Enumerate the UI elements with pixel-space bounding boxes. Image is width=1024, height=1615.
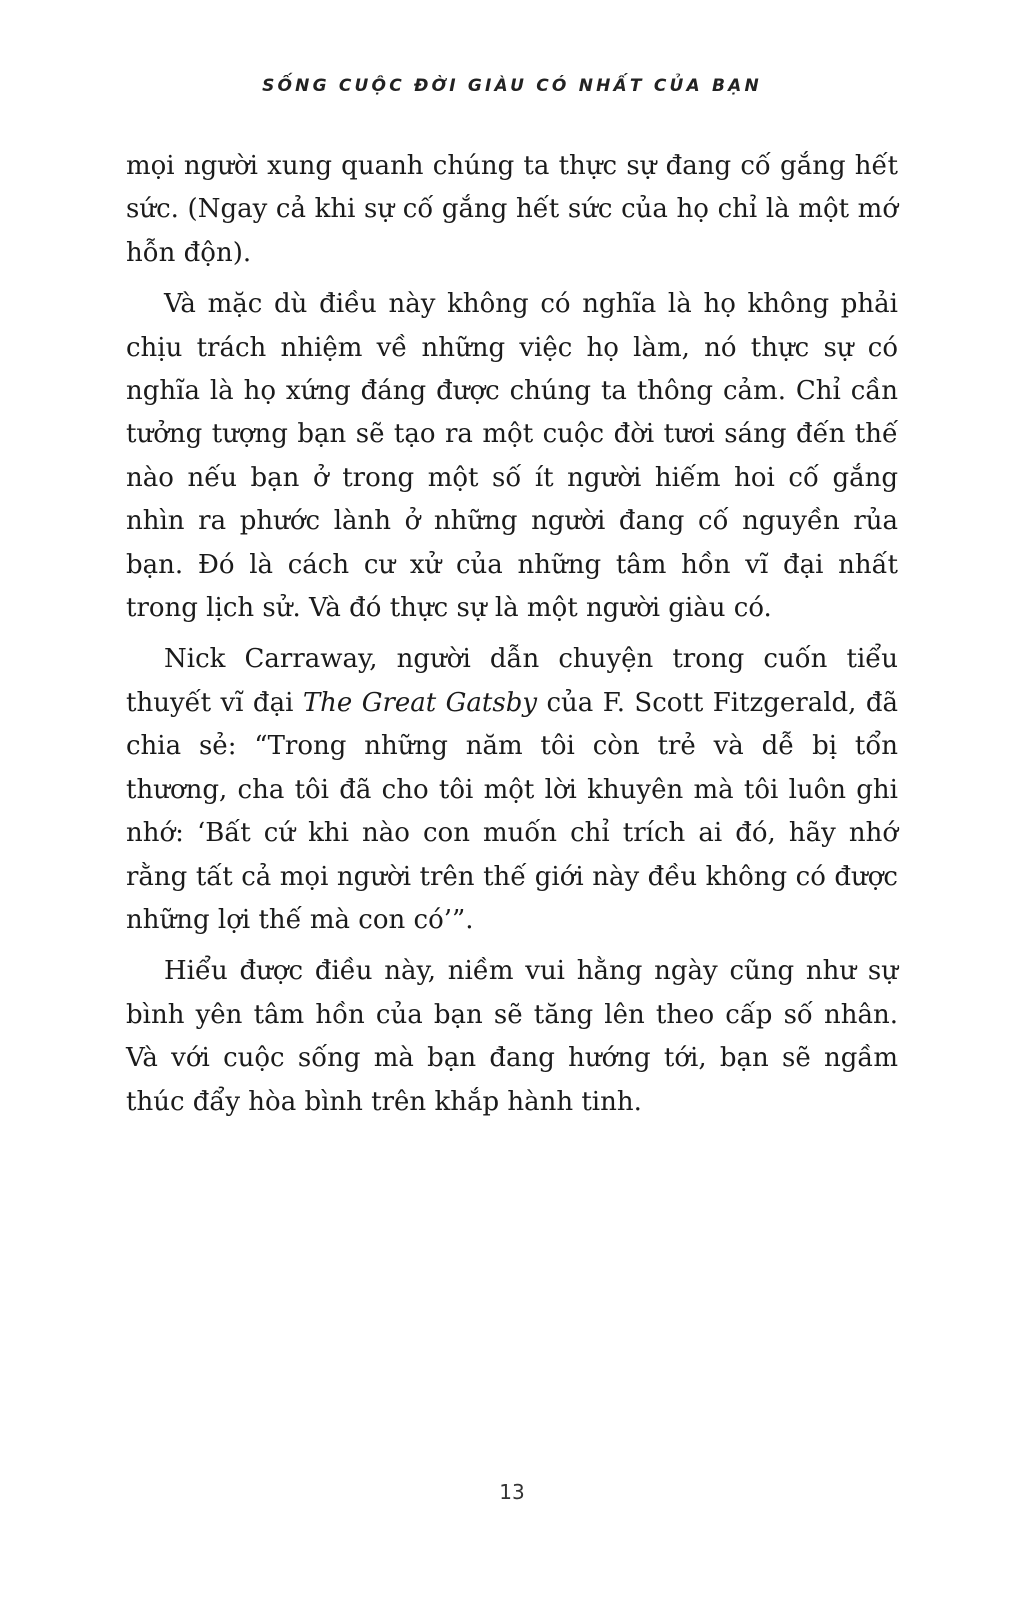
book-title-great-gatsby: The Great Gatsby [302, 687, 538, 718]
paragraph-3 [126, 638, 898, 942]
paragraph-3-rest: của F. Scott Fitzgerald, đã chia sẻ: “Trong những năm tôi còn trẻ và dễ bị tổn thương, cha tôi đã cho tôi một lời khuyên mà tôi luôn ghi nhớ: ‘Bất cứ khi nào con muốn chỉ trích ai đó, hãy nhớ rằng tất cả mọi người trên thế giới này đều không có được những lợi thế mà con có’”. [126, 687, 898, 935]
running-header-title: SỐNG CUỘC ĐỜI GIÀU CÓ NHẤT CỦA BẠN [262, 76, 762, 96]
paragraph-2: Và mặc dù điều này không có nghĩa là họ không phải chịu trách nhiệm về những việc họ làm, nó thực sự có nghĩa là họ xứng đáng được chúng ta thông cảm. Chỉ cần tưởng tượng bạn sẽ tạo ra một cuộc đời tươi sáng đến thế nào nếu bạn ở trong một số ít người hiếm hoi cố gắng nhìn ra phước lành ở những người đang cố nguyền rủa bạn. Đó là cách cư xử của những tâm hồn vĩ đại nhất trong lịch sử. Và đó thực sự là một người giàu có. [126, 289, 898, 624]
body-text [126, 145, 898, 1132]
page-number: 13 [499, 1480, 525, 1504]
paragraph-1: mọi người xung quanh chúng ta thực sự đang cố gắng hết sức. (Ngay cả khi sự cố gắng hết sức của họ chỉ là một mớ hỗn độn). [126, 151, 898, 268]
paragraph-4: Hiểu được điều này, niềm vui hằng ngày cũng như sự bình yên tâm hồn của bạn sẽ tăng lên theo cấp số nhân. Và với cuộc sống mà bạn đang hướng tới, bạn sẽ ngầm thúc đẩy hòa bình trên khắp hành tinh. [126, 956, 898, 1117]
paragraph-3-lead: Nick Carraway, người dẫn chuyện trong cuốn tiểu thuyết vĩ đại [126, 644, 898, 718]
